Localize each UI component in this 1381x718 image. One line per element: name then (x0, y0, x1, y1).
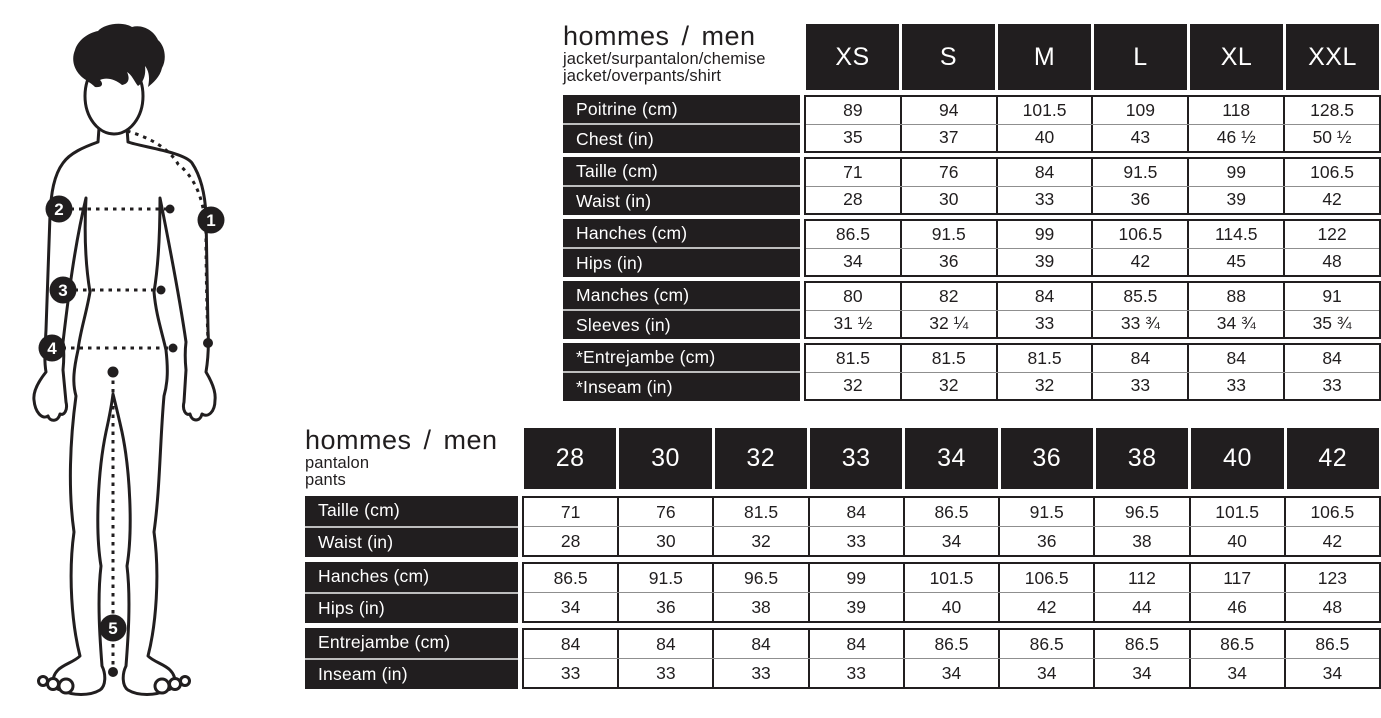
row-values-block (804, 157, 1381, 215)
value-cell: 34 (843, 251, 863, 272)
table-subtitle: pantalon (305, 453, 370, 472)
value-cell: 34 (560, 596, 581, 617)
value-cell: 84 (808, 630, 903, 658)
value-cell: 76 (617, 498, 712, 526)
table-body (305, 496, 1381, 689)
value-cell: 86.5 (1093, 630, 1188, 658)
value-cell: 81.5 (835, 347, 870, 368)
size-column-header: 32 (715, 428, 807, 489)
row-label-block (305, 628, 518, 689)
row-values-block (522, 628, 1381, 689)
value-cell: 84 (712, 630, 807, 658)
value-cell: 38 (1093, 527, 1188, 555)
row-label-block (563, 219, 800, 277)
value-row (806, 248, 1379, 276)
size-column-header: 40 (1191, 428, 1283, 489)
value-cell: 86.5 (903, 498, 998, 526)
value-cell: 84 (808, 498, 903, 526)
size-column-header: S (902, 24, 995, 90)
row-values-block (804, 95, 1381, 153)
value-cell: 39 (996, 249, 1092, 276)
measurement-row-group (563, 343, 1381, 401)
value-cell: 37 (900, 125, 996, 152)
value-cell: 32 (843, 375, 863, 396)
size-column-header: L (1094, 24, 1187, 90)
row-label: Waist (in) (576, 190, 652, 211)
table-subtitles (563, 51, 800, 87)
size-column-header: XXL (1286, 24, 1379, 90)
value-cell: 33 (996, 311, 1092, 338)
value-row (806, 159, 1379, 186)
size-column-header: 30 (619, 428, 711, 489)
value-cell: 81.5 (996, 345, 1092, 372)
value-cell: 101.5 (1189, 498, 1284, 526)
value-cell: 86.5 (835, 223, 870, 244)
marker-1-number: 1 (206, 211, 216, 230)
value-cell: 34 (903, 659, 998, 687)
size-column-header: XL (1190, 24, 1283, 90)
row-label: Waist (in) (318, 531, 394, 552)
value-cell: 99 (808, 564, 903, 592)
value-cell: 34 (998, 659, 1093, 687)
table-subtitle: jacket/surpantalon/chemise (563, 49, 766, 68)
value-cell: 35 ¾ (1283, 311, 1379, 338)
marker-4 (39, 335, 66, 362)
size-column-header: 36 (1001, 428, 1093, 489)
row-label: *Inseam (in) (576, 376, 673, 397)
value-cell: 101.5 (996, 97, 1092, 124)
value-row (806, 186, 1379, 214)
value-cell: 81.5 (900, 345, 996, 372)
value-cell: 123 (1284, 564, 1379, 592)
value-cell: 40 (1189, 527, 1284, 555)
table-subtitle: jacket/overpants/shirt (563, 67, 722, 86)
value-cell: 85.5 (1091, 283, 1187, 310)
row-label: Hips (in) (576, 252, 643, 273)
measurement-row-group (563, 281, 1381, 339)
value-cell: 31 ½ (833, 313, 873, 334)
value-cell: 33 (996, 187, 1092, 214)
value-cell: 106.5 (998, 564, 1093, 592)
value-cell: 44 (1093, 593, 1188, 621)
value-cell: 35 (843, 127, 863, 148)
row-label: Sleeves (in) (576, 314, 671, 335)
value-cell: 46 (1189, 593, 1284, 621)
value-cell: 122 (1283, 221, 1379, 248)
row-label: Hanches (cm) (318, 566, 430, 587)
hair (73, 24, 165, 87)
value-cell: 86.5 (903, 630, 998, 658)
value-cell: 34 (1093, 659, 1188, 687)
row-values-block (522, 496, 1381, 557)
marker-3 (50, 277, 77, 304)
row-label: Taille (cm) (576, 160, 658, 181)
value-cell: 36 (617, 593, 712, 621)
value-cell: 84 (617, 630, 712, 658)
body-measurement-diagram (0, 0, 270, 718)
value-cell: 33 (617, 659, 712, 687)
measurement-row-group (305, 628, 1381, 689)
measurement-row-group (563, 95, 1381, 153)
row-label: Taille (cm) (318, 500, 400, 521)
value-cell: 33 (1187, 373, 1283, 400)
value-cell: 84 (996, 159, 1092, 186)
value-cell: 36 (900, 249, 996, 276)
value-row (524, 630, 1379, 658)
value-row (806, 372, 1379, 400)
value-cell: 36 (1091, 187, 1187, 214)
table-header-row (305, 426, 1381, 491)
size-table-pants (305, 426, 1381, 694)
row-label-block (305, 496, 518, 557)
value-cell: 99 (1187, 159, 1283, 186)
value-cell: 118 (1187, 97, 1283, 124)
row-label-block (305, 562, 518, 623)
value-cell: 28 (560, 530, 581, 551)
value-cell: 89 (843, 99, 863, 120)
value-cell: 99 (996, 221, 1092, 248)
value-row (524, 498, 1379, 526)
row-label: Hips (in) (318, 597, 385, 618)
value-cell: 32 (712, 527, 807, 555)
value-cell: 84 (1091, 345, 1187, 372)
marker-2-number: 2 (54, 200, 64, 219)
value-cell: 82 (900, 283, 996, 310)
marker-5 (100, 615, 127, 642)
value-cell: 39 (1187, 187, 1283, 214)
value-cell: 84 (560, 633, 581, 654)
size-column-header: 42 (1287, 428, 1379, 489)
value-cell: 81.5 (712, 498, 807, 526)
measurement-row-group (563, 157, 1381, 215)
value-cell: 42 (1284, 527, 1379, 555)
value-cell: 128.5 (1283, 97, 1379, 124)
value-cell: 46 ½ (1187, 125, 1283, 152)
value-cell: 76 (900, 159, 996, 186)
value-cell: 88 (1187, 283, 1283, 310)
value-cell: 91.5 (617, 564, 712, 592)
value-cell: 45 (1187, 249, 1283, 276)
value-cell: 33 (1283, 373, 1379, 400)
size-column-header: M (998, 24, 1091, 90)
size-column-header: XS (806, 24, 899, 90)
row-values-block (522, 562, 1381, 623)
row-label: Poitrine (cm) (576, 98, 678, 119)
table-title-block (305, 426, 518, 491)
value-cell: 96.5 (1093, 498, 1188, 526)
value-cell: 50 ½ (1283, 125, 1379, 152)
row-label: Hanches (cm) (576, 222, 688, 243)
value-cell: 86.5 (1189, 630, 1284, 658)
row-label: Chest (in) (576, 128, 654, 149)
value-cell: 30 (900, 187, 996, 214)
value-row (806, 97, 1379, 124)
row-label-block (563, 343, 800, 401)
table-title: hommes / men (305, 425, 498, 455)
value-row (524, 564, 1379, 592)
row-values-block (804, 343, 1381, 401)
value-row (806, 124, 1379, 152)
value-cell: 28 (843, 189, 863, 210)
row-label: Entrejambe (cm) (318, 632, 451, 653)
value-cell: 84 (996, 283, 1092, 310)
value-row (806, 310, 1379, 338)
row-values-block (804, 281, 1381, 339)
table-subtitles (305, 455, 518, 491)
value-cell: 34 ¾ (1187, 311, 1283, 338)
value-cell: 48 (1283, 249, 1379, 276)
size-column-header: 34 (905, 428, 997, 489)
value-cell: 106.5 (1283, 159, 1379, 186)
value-cell: 106.5 (1284, 498, 1379, 526)
value-cell: 91 (1283, 283, 1379, 310)
value-cell: 38 (712, 593, 807, 621)
value-cell: 114.5 (1187, 221, 1283, 248)
marker-4-number: 4 (47, 339, 57, 358)
value-cell: 84 (1283, 345, 1379, 372)
row-label: Inseam (in) (318, 663, 408, 684)
value-cell: 33 (808, 659, 903, 687)
table-title: hommes / men (563, 21, 756, 51)
measurement-row-group (305, 562, 1381, 623)
size-column-header: 28 (524, 428, 616, 489)
value-cell: 42 (1283, 187, 1379, 214)
marker-1 (198, 207, 225, 234)
table-body (563, 95, 1381, 401)
value-row (806, 345, 1379, 372)
value-cell: 30 (617, 527, 712, 555)
measurement-row-group (563, 219, 1381, 277)
value-row (806, 221, 1379, 248)
value-cell: 112 (1093, 564, 1188, 592)
marker-2 (46, 196, 73, 223)
size-header-cells (804, 22, 1381, 92)
value-cell: 84 (1187, 345, 1283, 372)
value-cell: 32 ¼ (900, 311, 996, 338)
measurement-row-group (305, 496, 1381, 557)
value-cell: 86.5 (553, 567, 588, 588)
value-cell: 101.5 (903, 564, 998, 592)
value-cell: 33 (560, 662, 581, 683)
value-cell: 32 (900, 373, 996, 400)
value-cell: 36 (998, 527, 1093, 555)
value-cell: 33 (1091, 373, 1187, 400)
value-row (806, 283, 1379, 310)
size-column-header: 38 (1096, 428, 1188, 489)
value-cell: 117 (1189, 564, 1284, 592)
row-label: Manches (cm) (576, 284, 690, 305)
row-label-block (563, 281, 800, 339)
value-cell: 71 (843, 161, 863, 182)
value-cell: 86.5 (998, 630, 1093, 658)
value-row (524, 658, 1379, 687)
value-cell: 71 (560, 501, 581, 522)
value-cell: 34 (903, 527, 998, 555)
row-label-block (563, 95, 800, 153)
table-subtitle: pants (305, 471, 346, 490)
value-row (524, 592, 1379, 621)
table-title-block (563, 22, 800, 92)
value-cell: 33 (808, 527, 903, 555)
value-cell: 40 (903, 593, 998, 621)
value-cell: 106.5 (1091, 221, 1187, 248)
marker-5-number: 5 (108, 619, 118, 638)
value-cell: 86.5 (1284, 630, 1379, 658)
size-table-jacket-overpants-shirt (563, 22, 1381, 405)
value-cell: 91.5 (998, 498, 1093, 526)
size-header-cells (522, 426, 1381, 491)
value-cell: 32 (996, 373, 1092, 400)
value-cell: 42 (998, 593, 1093, 621)
value-cell: 39 (808, 593, 903, 621)
value-cell: 48 (1284, 593, 1379, 621)
value-cell: 42 (1091, 249, 1187, 276)
value-cell: 80 (843, 285, 863, 306)
row-values-block (804, 219, 1381, 277)
row-label-block (563, 157, 800, 215)
value-cell: 91.5 (900, 221, 996, 248)
value-cell: 33 ¾ (1091, 311, 1187, 338)
value-cell: 91.5 (1091, 159, 1187, 186)
value-cell: 94 (900, 97, 996, 124)
value-cell: 43 (1091, 125, 1187, 152)
value-cell: 96.5 (712, 564, 807, 592)
size-column-header: 33 (810, 428, 902, 489)
value-cell: 34 (1284, 659, 1379, 687)
value-row (524, 526, 1379, 555)
row-label: *Entrejambe (cm) (576, 346, 716, 367)
value-cell: 40 (996, 125, 1092, 152)
table-header-row (563, 22, 1381, 92)
value-cell: 109 (1091, 97, 1187, 124)
value-cell: 34 (1189, 659, 1284, 687)
marker-3-number: 3 (58, 281, 68, 300)
value-cell: 33 (712, 659, 807, 687)
